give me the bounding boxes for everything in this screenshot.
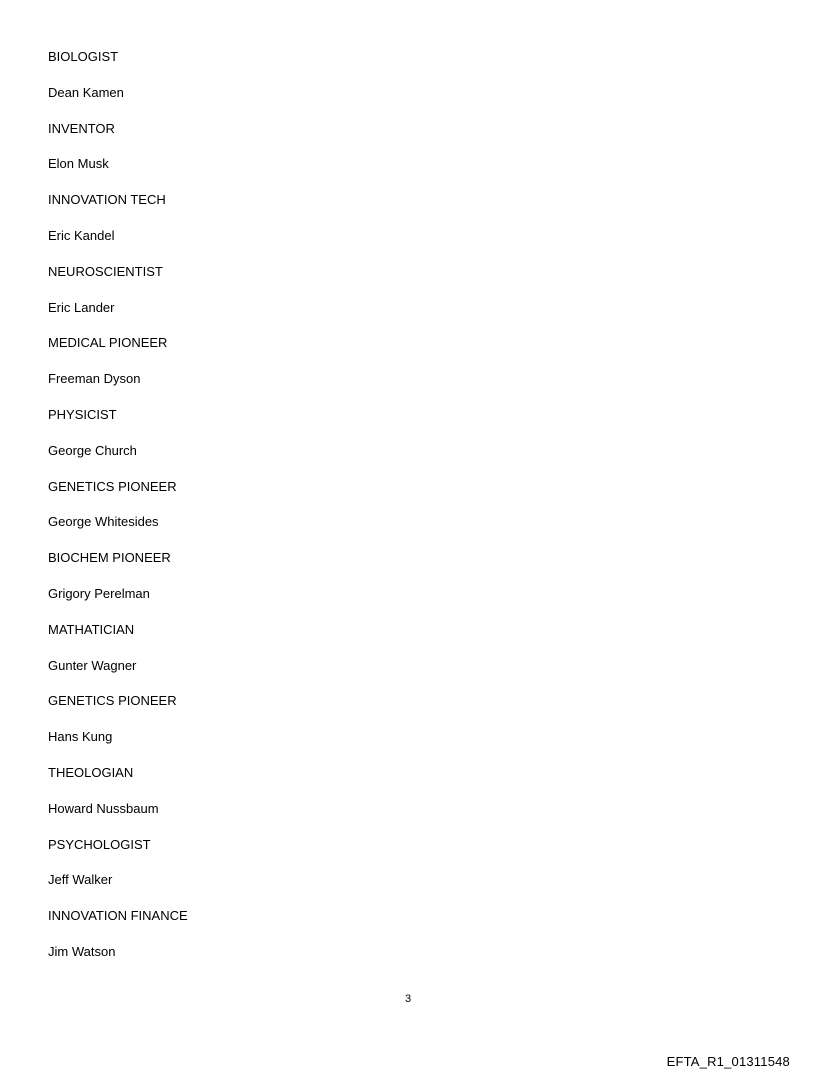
entry-role: BIOCHEM PIONEER — [48, 550, 171, 566]
document-id: EFTA_R1_01311548 — [666, 1054, 790, 1069]
entry-person: Gunter Wagner — [48, 657, 137, 673]
entry-role: PSYCHOLOGIST — [48, 836, 151, 852]
entry-person: Howard Nussbaum — [48, 800, 159, 816]
entry-role: BIOLOGIST — [48, 49, 119, 64]
entry-person: George Whitesides — [48, 514, 159, 530]
entry-person: Elon Musk — [48, 156, 109, 172]
entry-role: GENETICS PIONEER — [48, 693, 177, 709]
entry-role: NEUROSCIENTIST — [48, 263, 163, 279]
entry-role: INVENTOR — [48, 120, 115, 136]
entry-person: Dean Kamen — [48, 84, 124, 100]
entry-role: GENETICS PIONEER — [48, 478, 177, 494]
entry-person: Jim Watson — [48, 943, 116, 959]
entry-role: THEOLOGIAN — [48, 764, 134, 780]
entry-person: Jeff Walker — [48, 872, 113, 888]
entry-person: Eric Lander — [48, 299, 115, 315]
entry-role: MEDICAL PIONEER — [48, 335, 168, 351]
entry-role: PHYSICIST — [48, 406, 117, 422]
entry-person: Hans Kung — [48, 729, 113, 745]
entry-person: Freeman Dyson — [48, 371, 141, 387]
page-number: 3 — [404, 993, 412, 1005]
entry-role: MATHATICIAN — [48, 621, 135, 637]
entry-person: Eric Kandel — [48, 227, 115, 243]
entry-person: Grigory Perelman — [48, 585, 150, 601]
entry-role: INNOVATION TECH — [48, 192, 166, 208]
entry-person: George Church — [48, 442, 137, 458]
entry-role: INNOVATION FINANCE — [48, 908, 188, 924]
entry-list — [48, 47, 188, 978]
